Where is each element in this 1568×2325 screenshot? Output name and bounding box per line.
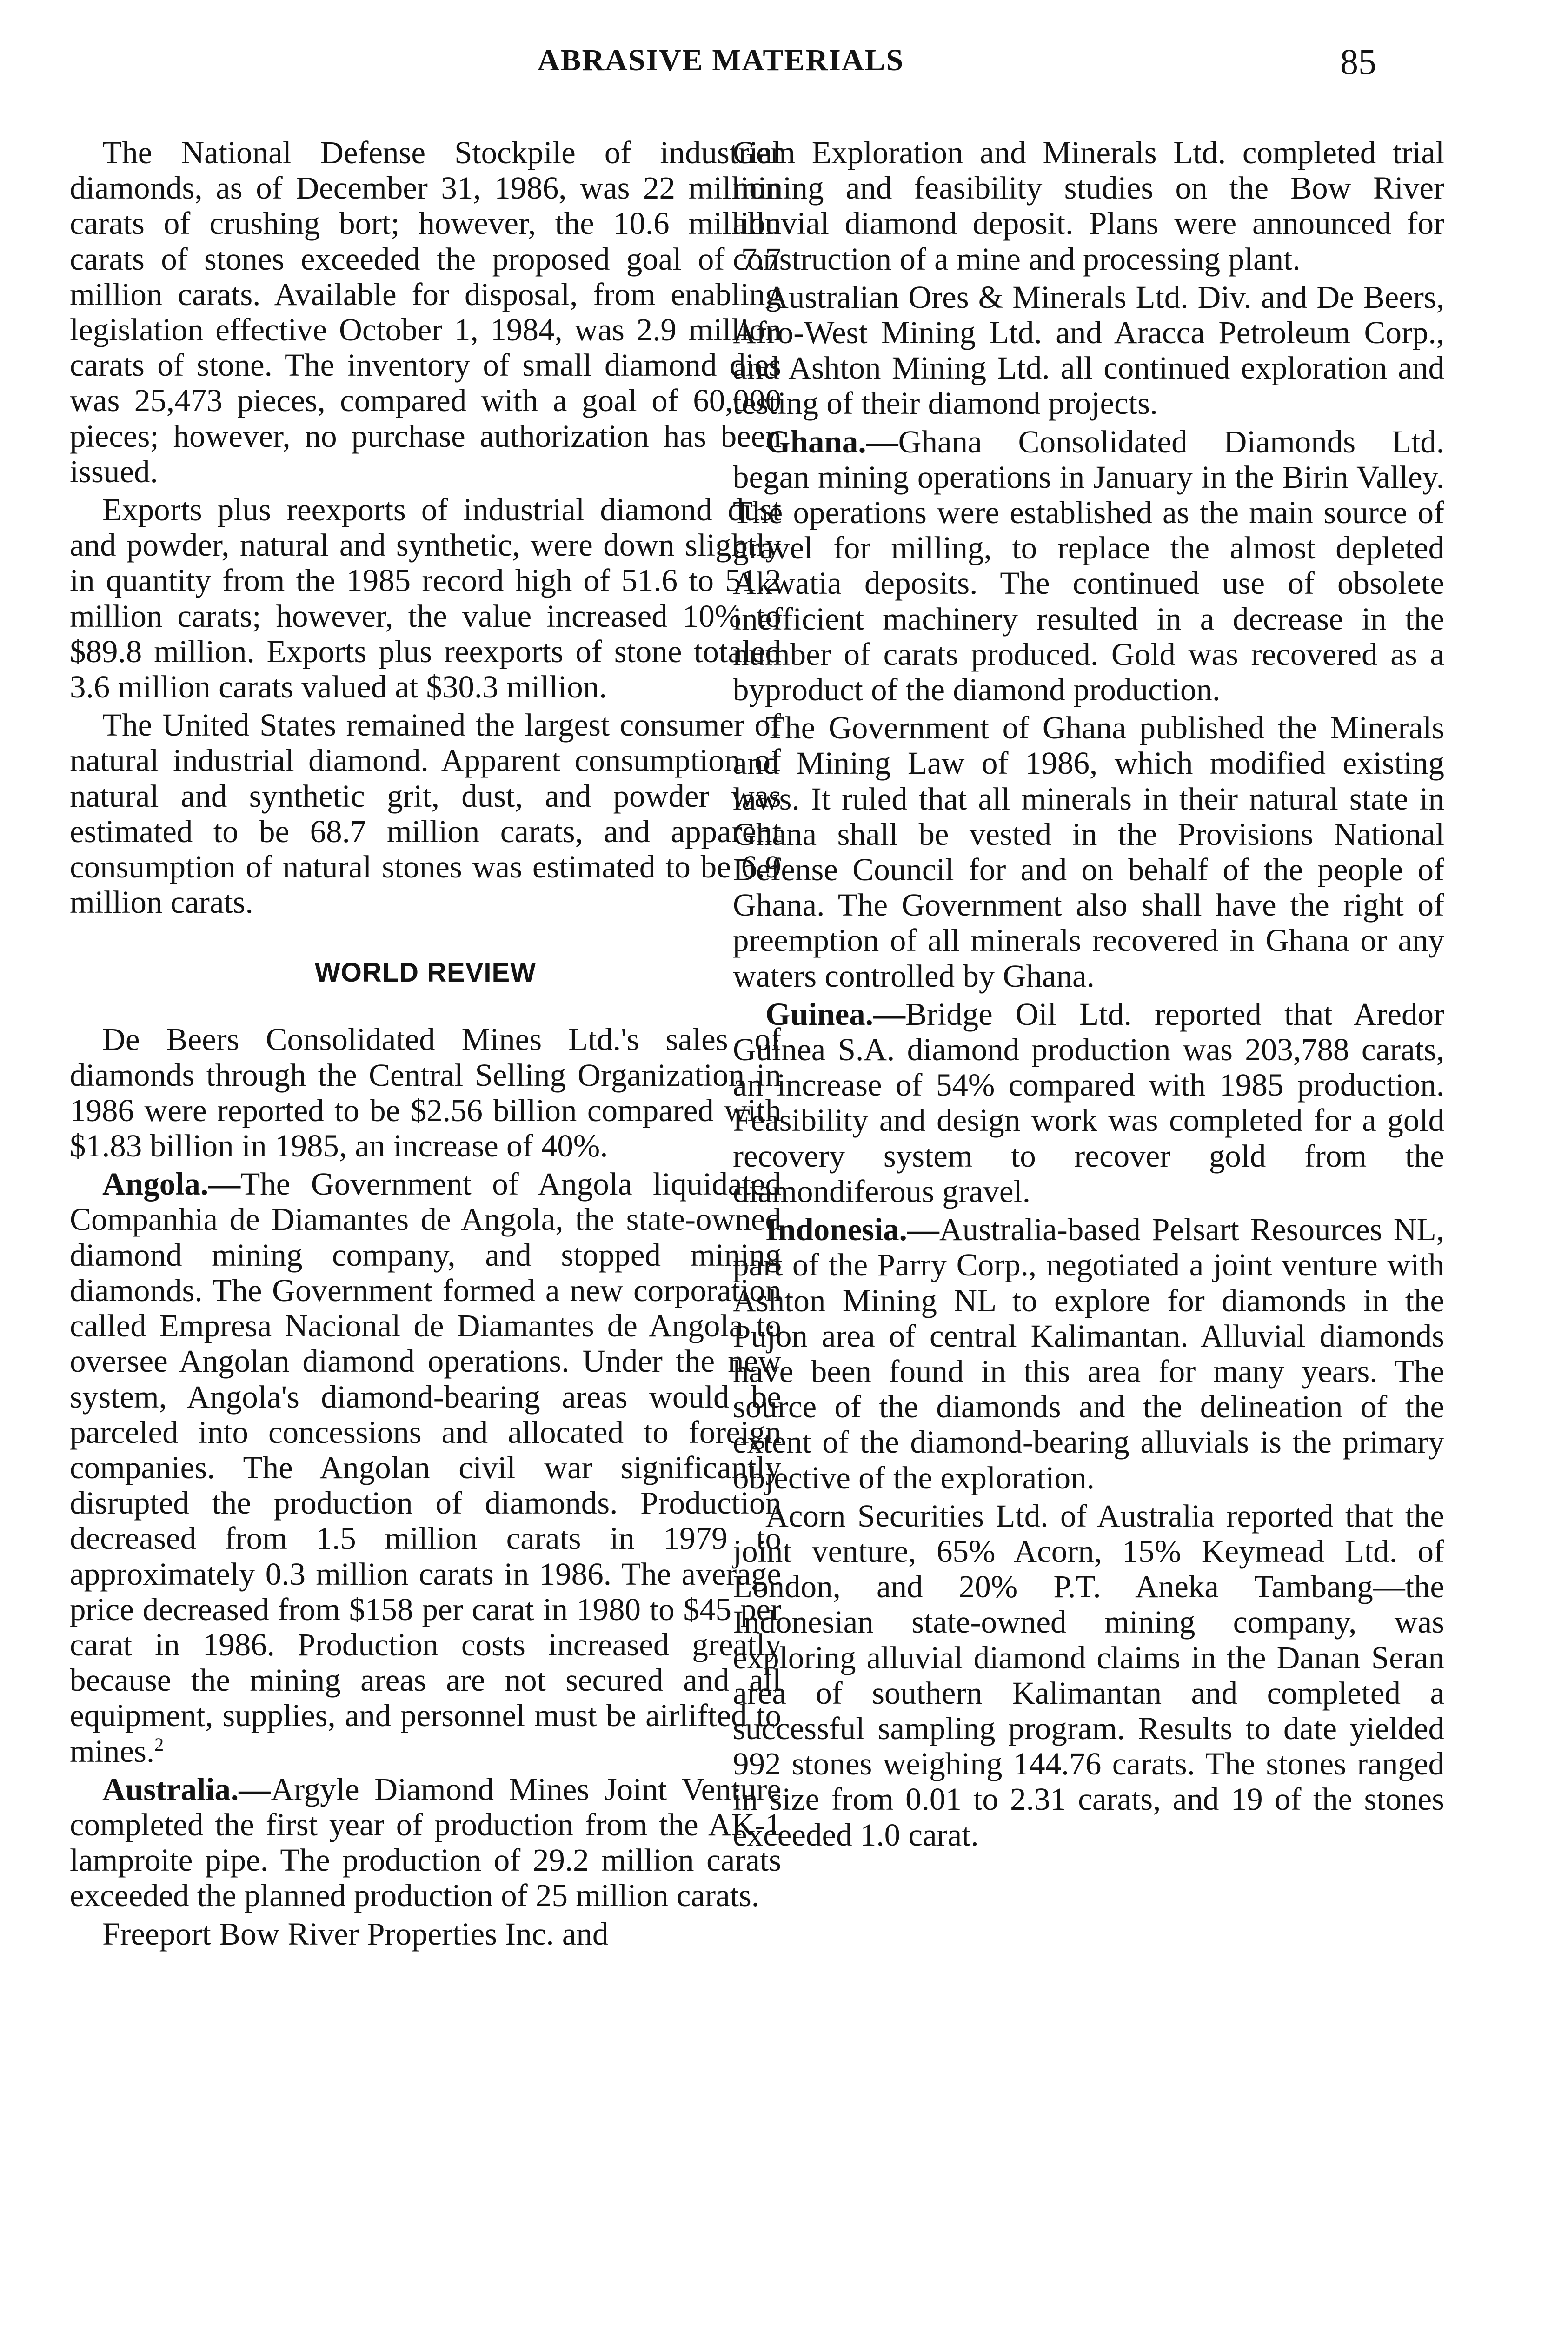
- paragraph-angola: [70, 1166, 781, 1768]
- country-heading-australia: Australia.—: [102, 1771, 271, 1807]
- paragraph-guinea: [733, 996, 1444, 1209]
- paragraph-gem-exploration: Gem Exploration and Minerals Ltd. completed trial mining and feasibility studies on the Bow River alluvial diamond deposit. Plans were announced for construction of a mine and processing plant.: [733, 135, 1444, 277]
- paragraph-australia: [70, 1772, 781, 1913]
- running-title: ABRASIVE MATERIALS: [537, 43, 904, 77]
- country-heading-indonesia: Indonesia.—: [765, 1212, 939, 1248]
- paragraph-indonesia: [733, 1212, 1444, 1495]
- guinea-text: Bridge Oil Ltd. reported that Aredor Guinea S.A. diamond production was 203,788 carats, an increase of 54% compared with 1985 production. Feasibility and design work was completed for a gold recovery system to recover gold from the diamondiferous gravel.: [733, 996, 1444, 1209]
- paragraph-de-beers: De Beers Consolidated Mines Ltd.'s sales of diamonds through the Central Selling Organization in 1986 were reported to be $2.56 billion compared with $1.83 billion in 1985, an increase of 40%.: [70, 1022, 781, 1164]
- page-number: 85: [1340, 41, 1376, 82]
- paragraph-australian-ores: Australian Ores & Minerals Ltd. Div. and De Beers, Afro-West Mining Ltd. and Aracca Petroleum Corp., and Ashton Mining Ltd. all continued exploration and testing of their diamond projects.: [733, 279, 1444, 421]
- indonesia-text: Australia-based Pelsart Resources NL, part of the Parry Corp., negotiated a joint venture with Ashton Mining NL to explore for diamonds in the Pujon area of central Kalimantan. Alluvial diamonds have been found in this area for many years. The source of the diamonds and the delineation of the extent of the diamond-bearing alluvials is the primary objective of the exploration.: [733, 1212, 1444, 1495]
- paragraph-stockpile: The National Defense Stockpile of industrial diamonds, as of December 31, 1986, was 22 million carats of crushing bort; however, the 10.6 million carats of stones exceeded the proposed goal of 7.7 million carats. Available for disposal, from enabling legislation effective October 1, 1984, was 2.9 million carats of stone. The inventory of small diamond dies was 25,473 pieces, compared with a goal of 60,000 pieces; however, no purchase authorization has been issued.: [70, 135, 781, 489]
- ghana-text: Ghana Consolidated Diamonds Ltd. began mining operations in January in the Birin Valley. The operations were established as the main source of gravel for milling, to replace the almost depleted Akwatia deposits. The continued use of obsolete inefficient machinery resulted in a decrease in the number of carats produced. Gold was recovered as a byproduct of the diamond production.: [733, 424, 1444, 708]
- country-heading-ghana: Ghana.—: [765, 424, 898, 459]
- paragraph-acorn: Acorn Securities Ltd. of Australia reported that the joint venture, 65% Acorn, 15% Keymead Ltd. of London, and 20% P.T. Aneka Tambang—the Indonesian state-owned mining company, was exploring alluvial diamond claims in the Danan Seran area of southern Kalimantan and completed a successful sampling program. Results to date yielded 992 stones weighing 144.76 carats. The stones ranged in size from 0.01 to 2.31 carats, and 19 of the stones exceeded 1.0 carat.: [733, 1498, 1444, 1853]
- country-heading-guinea: Guinea.—: [765, 996, 905, 1032]
- paragraph-ghana-law: The Government of Ghana published the Minerals and Mining Law of 1986, which modified existing laws. It ruled that all minerals in their natural state in Ghana shall be vested in the Provisions National Defense Council for and on behalf of the people of Ghana. The Government also shall have the right of preemption of all minerals recovered in Ghana or any waters controlled by Ghana.: [733, 710, 1444, 994]
- paragraph-consumption: The United States remained the largest consumer of natural industrial diamond. Apparent consumption of natural and synthetic grit, dust, and powder was estimated to be 68.7 million carats, and apparent consumption of natural stones was estimated to be 6.9 million carats.: [70, 707, 781, 920]
- paragraph-ghana: [733, 424, 1444, 708]
- australia-text: Argyle Diamond Mines Joint Venture completed the first year of production from the AK-1 lamproite pipe. The production of 29.2 million carats exceeded the planned production of 25 million carats.: [70, 1771, 781, 1913]
- section-heading-world-review: WORLD REVIEW: [315, 957, 536, 988]
- country-heading-angola: Angola.—: [102, 1166, 241, 1202]
- angola-text: The Government of Angola liquidated Companhia de Diamantes de Angola, the state-owned diamond mining company, and stopped mining diamonds. The Government formed a new corporation called Empresa Nacional de Diamantes de Angola to oversee Angolan diamond operations. Under the new system, Angola's diamond-bearing areas would be parceled into concessions and allocated to foreign companies. The Angolan civil war significantly disrupted the production of diamonds. Production decreased from 1.5 million carats in 1979 to approximately 0.3 million carats in 1986. The average price decreased from $158 per carat in 1980 to $45 per carat in 1986. Production costs increased greatly because the mining areas are not secured and all equipment, supplies, and personnel must be airlifted to mines.: [70, 1166, 781, 1769]
- footnote-reference: 2: [154, 1734, 164, 1755]
- paragraph-exports: Exports plus reexports of industrial diamond dust and powder, natural and synthetic, were down slightly in quantity from the 1985 record high of 51.6 to 51.2 million carats; however, the value increased 10% to $89.8 million. Exports plus reexports of stone totaled 3.6 million carats valued at $30.3 million.: [70, 492, 781, 705]
- left-column: [70, 135, 781, 1954]
- paragraph-freeport: Freeport Bow River Properties Inc. and: [102, 1916, 609, 1952]
- right-column: [733, 135, 1444, 1855]
